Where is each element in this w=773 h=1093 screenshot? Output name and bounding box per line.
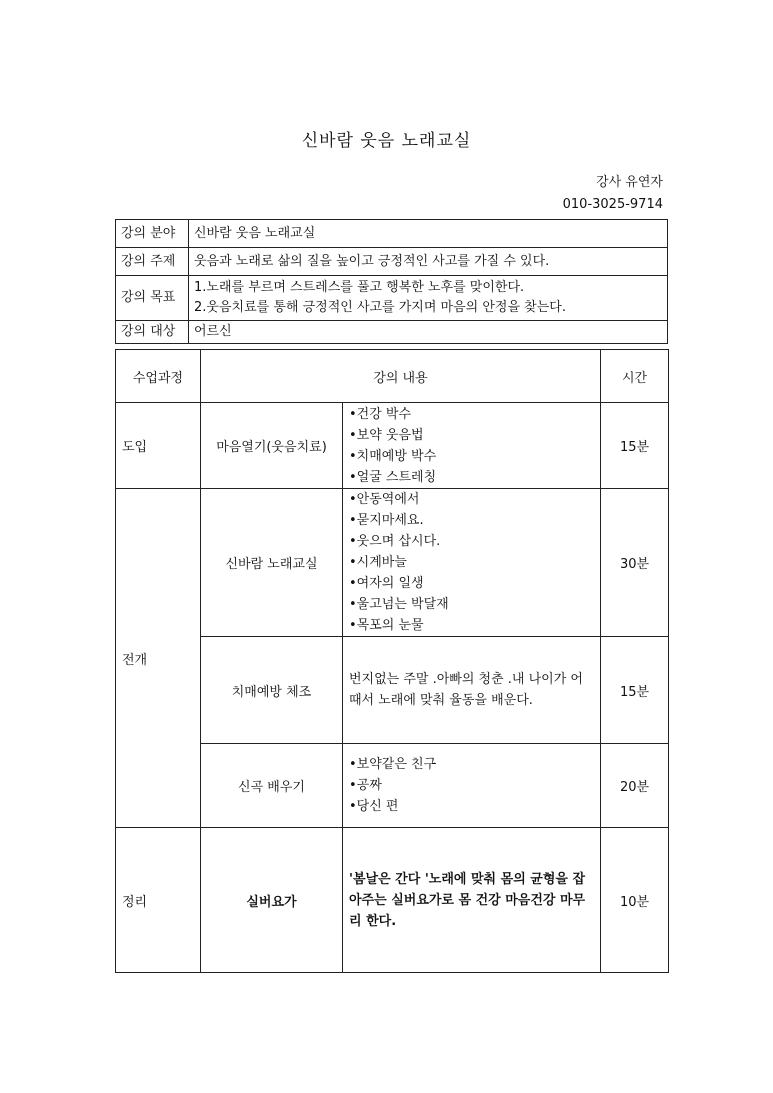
list-item: •당신 편: [349, 799, 399, 814]
info-value: 신바람 웃음 노래교실: [189, 220, 668, 248]
instructor-block: [563, 172, 663, 216]
list-item: •치매예방 박수: [349, 448, 437, 464]
stage-cell: 전개: [116, 489, 201, 828]
info-table: [115, 219, 668, 344]
list-item: •울고넘는 박달재: [349, 597, 449, 612]
details-cell: '봄날은 간다 '노래에 맞춰 몸의 균형을 잡아주는 실버요가로 몸 건강 마음건강 마무리 한다.: [343, 828, 601, 973]
topic-cell: 신바람 노래교실: [201, 489, 343, 637]
plan-row: [116, 828, 669, 973]
topic-cell: 마음열기(웃음치료): [201, 403, 343, 489]
topic-cell: 치매예방 체조: [201, 637, 343, 744]
info-row-field: [116, 220, 668, 248]
topic-cell: 신곡 배우기: [201, 744, 343, 828]
details-cell: [343, 489, 601, 637]
header-time: 시간: [601, 350, 669, 403]
info-label: 강의 주제: [116, 248, 189, 276]
list-item: •웃으며 삽시다.: [349, 534, 441, 549]
info-value: 웃음과 노래로 삶의 질을 높이고 긍정적인 사고를 가질 수 있다.: [189, 248, 668, 276]
list-item: •묻지마세요.: [349, 513, 424, 528]
goal-line: 1.노래를 부르며 스트레스를 풀고 행복한 노후를 맞이한다.: [194, 280, 525, 295]
time-cell: 10분: [601, 828, 669, 973]
info-row-goal: [116, 276, 668, 321]
header-course: 수업과정: [116, 350, 201, 403]
list-item: •얼굴 스트레칭: [349, 469, 437, 485]
time-cell: 30분: [601, 489, 669, 637]
plan-row: [116, 489, 669, 637]
details-cell: 번지없는 주말 .아빠의 청춘 .내 나이가 어때서 노래에 맞춰 율동을 배운다.: [343, 637, 601, 744]
topic-cell: 실버요가: [201, 828, 343, 973]
list-item: •공짜: [349, 778, 382, 793]
time-cell: 15분: [601, 637, 669, 744]
time-cell: 20분: [601, 744, 669, 828]
list-item: •목포의 눈물: [349, 618, 424, 633]
stage-cell: 정리: [116, 828, 201, 973]
details-cell: [343, 744, 601, 828]
info-row-target: [116, 321, 668, 344]
details-cell: [343, 403, 601, 489]
info-value: [189, 276, 668, 321]
info-label: 강의 목표: [116, 276, 189, 321]
info-label: 강의 분야: [116, 220, 189, 248]
info-value: 어르신: [189, 321, 668, 344]
list-item: •보약같은 친구: [349, 757, 437, 772]
list-item: •보약 웃음법: [349, 427, 424, 443]
list-item: •안동역에서: [349, 492, 420, 507]
stage-cell: 도입: [116, 403, 201, 489]
info-label: 강의 대상: [116, 321, 189, 344]
list-item: •건강 박수: [349, 406, 412, 422]
time-cell: 15분: [601, 403, 669, 489]
plan-row: [116, 403, 669, 489]
list-item: •시계바늘: [349, 555, 407, 570]
lesson-plan-table: [115, 349, 669, 973]
list-item: •여자의 일생: [349, 576, 424, 591]
plan-header-row: [116, 350, 669, 403]
header-content: 강의 내용: [201, 350, 601, 403]
info-row-theme: [116, 248, 668, 276]
page-title: 신바람 웃음 노래교실: [301, 131, 472, 151]
instructor-name: 강사 유연자: [596, 175, 663, 190]
goal-line: 2.웃음치료를 통해 긍정적인 사고를 가지며 마음의 안정을 찾는다.: [194, 300, 566, 315]
instructor-phone: 010-3025-9714: [562, 197, 663, 212]
